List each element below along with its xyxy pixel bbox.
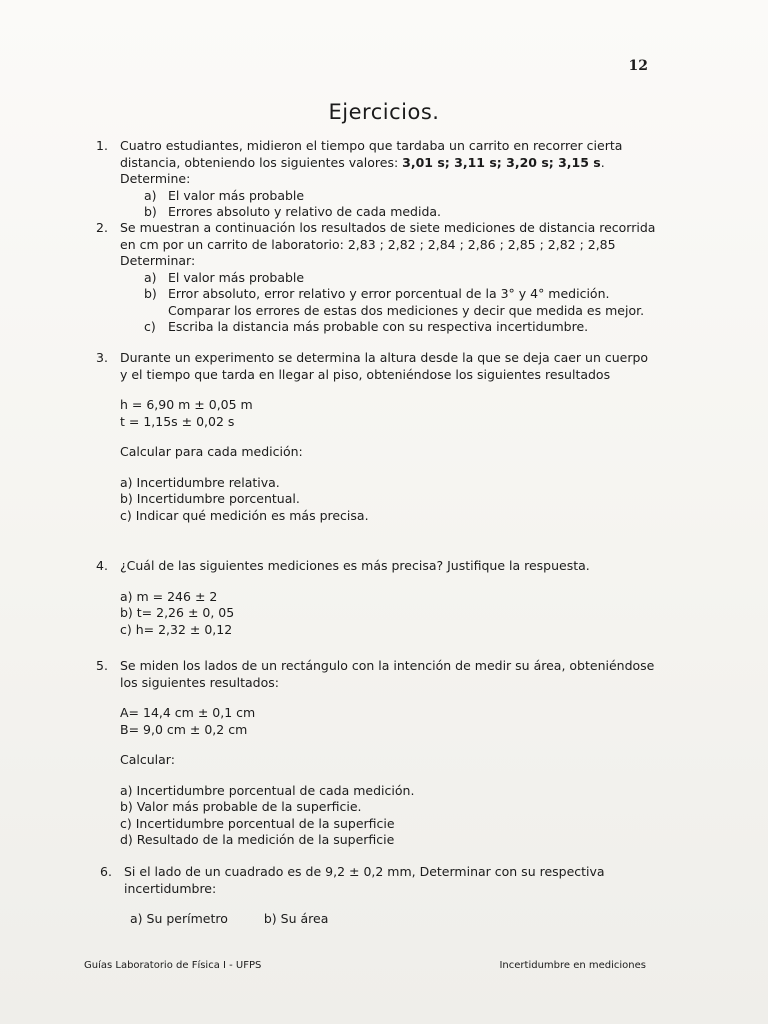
data-line: t = 1,15s ± 0,02 s — [120, 413, 235, 429]
list-item: a) El valor más probable — [144, 269, 305, 285]
list-item: b) Errores absoluto y relativo de cada medida. — [144, 204, 442, 219]
exercise-number: 4. — [96, 558, 108, 573]
exercise-text: Determinar: — [120, 253, 196, 268]
exercise-4 — [96, 558, 656, 638]
list-item: b) Su área — [263, 911, 329, 926]
exercise-number: 3. — [96, 350, 108, 365]
exercise-prompt: Calcular para cada medición: — [120, 444, 303, 459]
exercise-number: 6. — [100, 864, 112, 879]
list-item: b) t= 2,26 ± 0, 05 — [120, 605, 235, 620]
exercise-text: Si el lado de un cuadrado es de 9,2 ± 0,2 mm, Determinar con su respectiva incertidumbre: — [124, 864, 605, 896]
list-item: b) Incertidumbre porcentual. — [120, 491, 300, 506]
list-item: d) Resultado de la medición de la superficie — [120, 832, 395, 847]
page-number: 12 — [628, 58, 648, 74]
list-item: c) Incertidumbre porcentual de la superficie — [120, 815, 395, 831]
footer-left: Guías Laboratorio de Física I - UFPS — [84, 960, 262, 971]
option-row — [130, 911, 660, 928]
list-item: b) Valor más probable de la superficie. — [120, 799, 362, 814]
exercise-5 — [96, 658, 656, 849]
list-item: a) El valor más probable — [144, 187, 305, 203]
data-line: h = 6,90 m ± 0,05 m — [120, 397, 253, 412]
exercise-number: 1. — [96, 138, 108, 153]
exercise-text: Se muestran a continuación los resultados de siete mediciones de distancia recorrida en cm por un carrito de laboratorio: 2,83 ; 2,82 ; 2,84 ; 2,86 ; 2,85 ; 2,82 ; 2,85 — [120, 220, 656, 252]
exercise-3 — [96, 350, 656, 524]
exercise-6 — [100, 864, 660, 928]
exercise-text: Cuatro estudiantes, midieron el tiempo que tardaba un carrito en recorrer cierta distancia, obteniendo los siguientes valores: 3,01 s; 3,11 s; 3,20 s; 3,15 s. Determine: — [120, 138, 623, 186]
list-item: c) Indicar qué medición es más precisa. — [120, 507, 369, 523]
exercise-text: Durante un experimento se determina la altura desde la que se deja caer un cuerpo y el tiempo que tarda en llegar al piso, obteniéndose los siguientes resultados — [120, 350, 649, 382]
list-item: a) m = 246 ± 2 — [120, 588, 218, 604]
data-line: A= 14,4 cm ± 0,1 cm — [120, 705, 256, 720]
list-item: b) Error absoluto, error relativo y error porcentual de la 3° y 4° medición. Comparar los errores de estas dos mediciones y decir que medida es mejor. — [144, 286, 645, 318]
list-item: a) Incertidumbre porcentual de cada medición. — [120, 782, 415, 798]
list-item: a) Incertidumbre relativa. — [120, 474, 280, 490]
exercise-1 — [96, 138, 656, 221]
exercise-text: Se miden los lados de un rectángulo con la intención de medir su área, obteniéndose los siguientes resultados: — [120, 658, 655, 690]
list-item: c) h= 2,32 ± 0,12 — [120, 621, 233, 637]
exercise-number: 5. — [96, 658, 108, 673]
exercise-text: ¿Cuál de las siguientes mediciones es más precisa? Justifique la respuesta. — [120, 558, 590, 573]
footer-right: Incertidumbre en mediciones — [499, 960, 646, 971]
exercise-2 — [96, 220, 656, 336]
page-title: Ejercicios. — [328, 100, 440, 124]
exercise-number: 2. — [96, 220, 108, 235]
list-item: c) Escriba la distancia más probable con su respectiva incertidumbre. — [144, 319, 589, 334]
list-item: a) Su perímetro — [130, 911, 228, 926]
data-line: B= 9,0 cm ± 0,2 cm — [120, 721, 248, 737]
measured-values: 3,01 s; 3,11 s; 3,20 s; 3,15 s — [402, 154, 601, 170]
exercise-prompt: Calcular: — [120, 752, 175, 767]
